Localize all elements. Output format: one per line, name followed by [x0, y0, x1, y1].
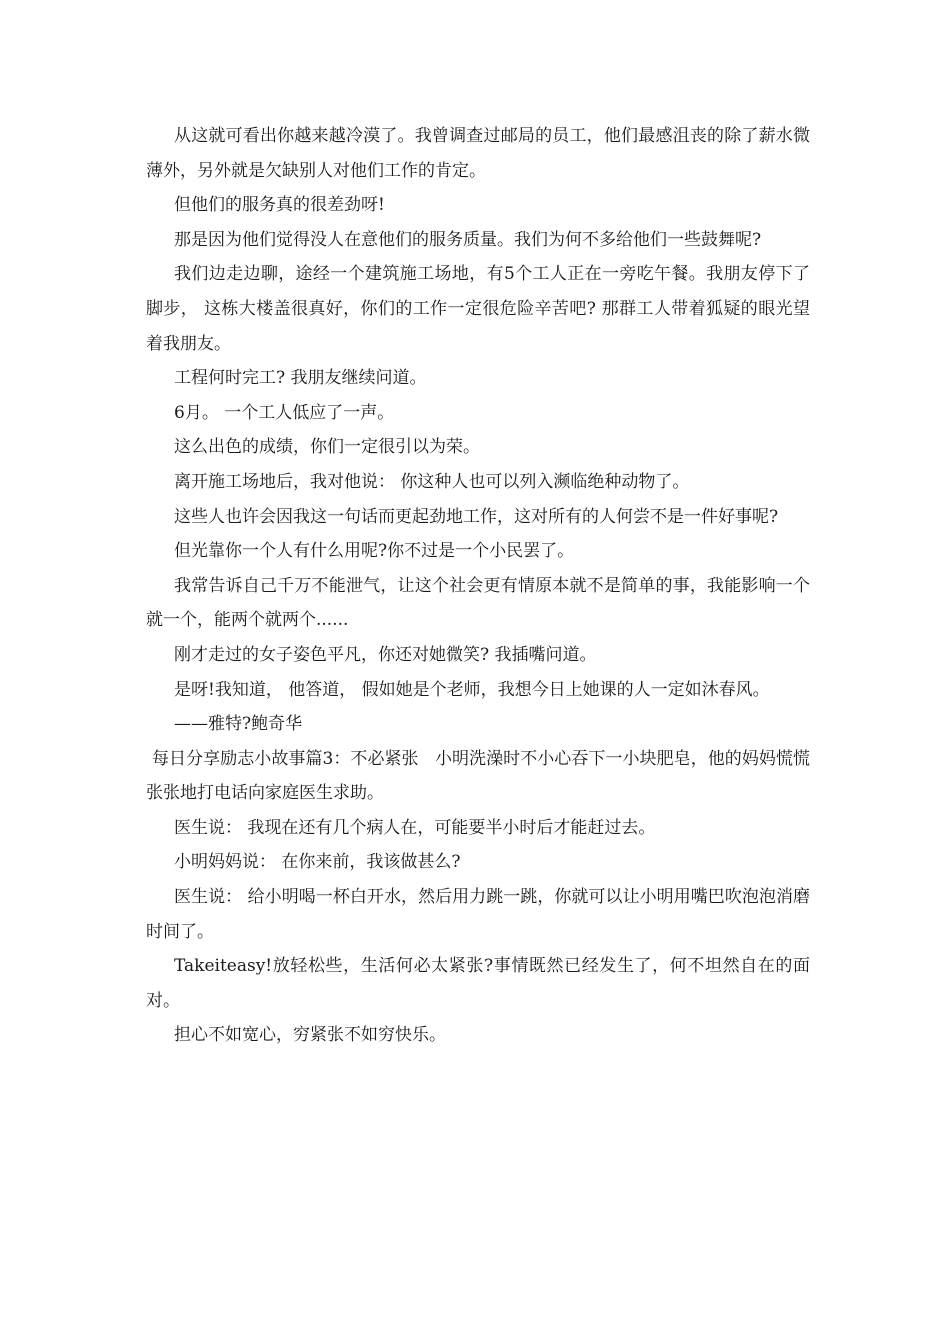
paragraph-7: 这么出色的成绩，你们一定很引以为荣。: [174, 437, 480, 458]
paragraph-8: 离开施工场地后，我对他说： 你这种人也可以列入濒临绝种动物了。: [174, 471, 690, 492]
paragraph-2: 但他们的服务真的很差劲呀!: [174, 195, 385, 216]
paragraph-13: 是呀!我知道， 他答道， 假如她是个老师，我想今日上她课的人一定如沐春风。: [174, 679, 770, 700]
paragraph-11: 我常告诉自己千万不能泄气，让这个社会更有情原本就不是简单的事，我能影响一个就一个，能两个就两个......: [146, 575, 810, 631]
paragraph-10: 但光靠你一个人有什么用呢?你不过是一个小民罢了。: [174, 541, 575, 562]
paragraph-17: 小明妈妈说： 在你来前，我该做甚么?: [174, 852, 461, 873]
paragraph-5: 工程何时完工? 我朋友继续问道。: [174, 368, 427, 389]
paragraph-3: 那是因为他们觉得没人在意他们的服务质量。我们为何不多给他们一些鼓舞呢?: [174, 229, 762, 250]
paragraph-18: 医生说： 给小明喝一杯白开水，然后用力跳一跳，你就可以让小明用嘴巴吹泡泡消磨时间了。: [146, 887, 810, 942]
paragraph-6: 6月。 一个工人低应了一声。: [174, 402, 395, 423]
paragraph-16: 医生说： 我现在还有几个病人在，可能要半小时后才能赶过去。: [174, 817, 656, 838]
author-attribution: ——雅特?鲍奇华: [174, 714, 303, 735]
paragraph-1: 从这就可看出你越来越冷漠了。我曾调查过邮局的员工，他们最感沮丧的除了薪水微薄外，另外就是欠缺别人对他们工作的肯定。: [146, 126, 810, 181]
document-page: [146, 119, 810, 1053]
paragraph-19: Takeiteasy!放轻松些，生活何必太紧张?事情既然已经发生了，何不坦然自在的面对。: [146, 956, 810, 1011]
paragraph-12: 刚才走过的女子姿色平凡，你还对她微笑? 我插嘴问道。: [174, 644, 597, 665]
paragraph-4: 我们边走边聊，途经一个建筑施工场地，有5个工人正在一旁吃午餐。我朋友停下了脚步， 这栋大楼盖很真好，你们的工作一定很危险辛苦吧? 那群工人带着狐疑的眼光望着我朋友。: [146, 264, 810, 354]
paragraph-20: 担心不如宽心，穷紧张不如穷快乐。: [174, 1025, 446, 1046]
paragraph-9: 这些人也许会因我这一句话而更起劲地工作，这对所有的人何尝不是一件好事呢?: [174, 506, 779, 527]
story-3-heading-paragraph: 每日分享励志小故事篇3：不必紧张 小明洗澡时不小心吞下一小块肥皂，他的妈妈慌慌张张地打电话向家庭医生求助。: [146, 748, 810, 804]
